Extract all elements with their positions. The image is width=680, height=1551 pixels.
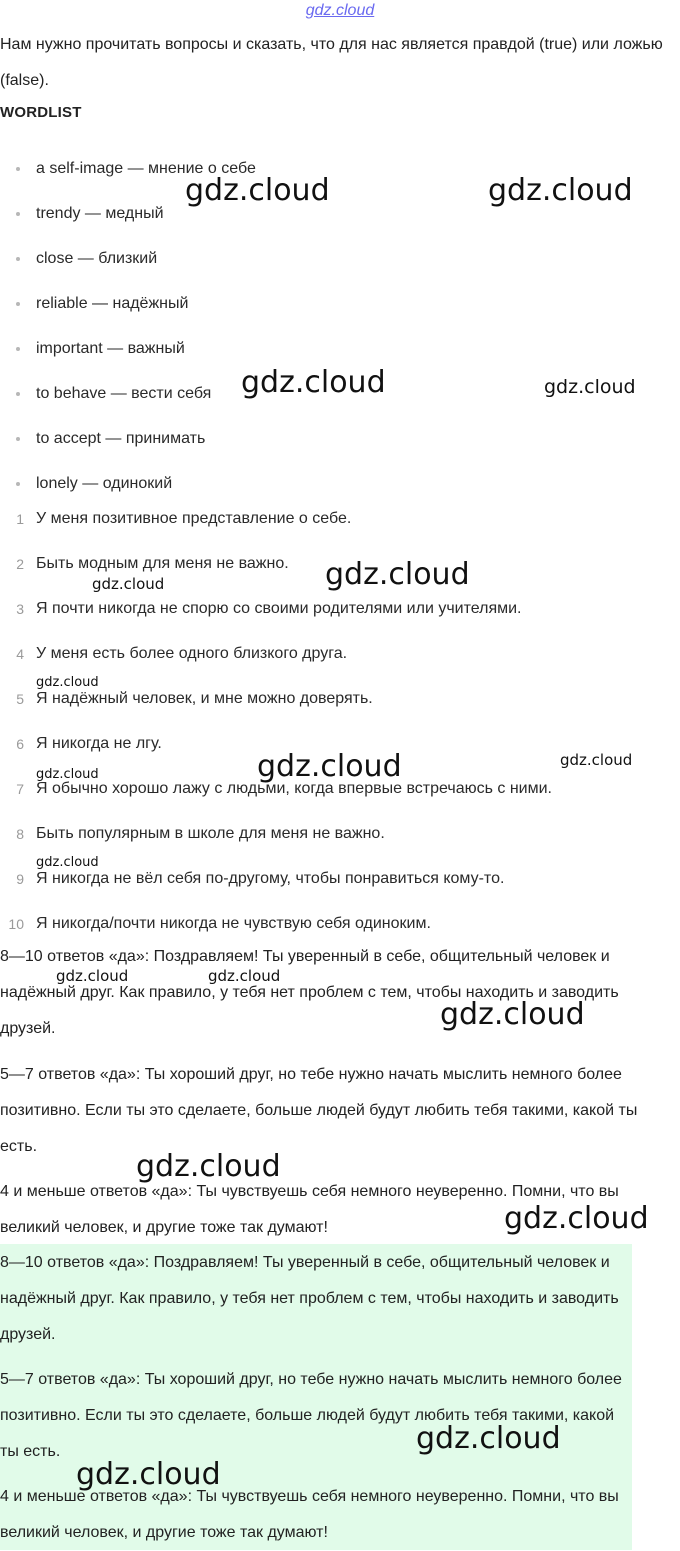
- watermark-logo: gdz.cloud: [36, 767, 99, 782]
- bullet-icon: [16, 392, 20, 396]
- question-number: 10: [8, 916, 24, 932]
- question-number: 2: [16, 556, 24, 572]
- bullet-icon: [16, 482, 20, 486]
- intro-paragraph: Нам нужно прочитать вопросы и сказать, что для нас является правдой (true) или ложью (false).: [0, 36, 663, 89]
- watermark-logo: gdz.cloud: [560, 751, 633, 769]
- question-number: 7: [16, 781, 24, 797]
- site-header-link[interactable]: gdz.cloud: [305, 2, 375, 19]
- watermark-logo: gdz.cloud: [257, 749, 402, 784]
- result-paragraph: 5—7 ответов «да»: Ты хороший друг, но тебе нужно начать мыслить немного более позитивно. Если ты это сделаете, больше людей будут любить тебя такими, какой ты есть.: [0, 1066, 638, 1155]
- question-number: 5: [16, 691, 24, 707]
- watermark-logo: gdz.cloud: [504, 1201, 649, 1236]
- result-paragraph: 8—10 ответов «да»: Поздравляем! Ты уверенный в себе, общительный человек и надёжный друг. Как правило, у тебя нет проблем с тем, чтобы находить и заводить друзей.: [0, 948, 619, 1037]
- bullet-icon: [16, 257, 20, 261]
- result-paragraph: 4 и меньше ответов «да»: Ты чувствуешь себя немного неуверенно. Помни, что вы великий человек, и другие тоже так думают!: [0, 1183, 619, 1236]
- bullet-icon: [16, 347, 20, 351]
- wordlist-heading: WORDLIST: [0, 104, 82, 121]
- question-number: 3: [16, 601, 24, 617]
- watermark-logo: gdz.cloud: [544, 376, 636, 398]
- answer-box: [0, 1244, 632, 1550]
- watermark-logo: gdz.cloud: [241, 365, 386, 400]
- watermark-logo: gdz.cloud: [136, 1149, 281, 1184]
- watermark-logo: gdz.cloud: [76, 1457, 221, 1492]
- watermark-logo: gdz.cloud: [185, 173, 330, 208]
- watermark-logo: gdz.cloud: [416, 1421, 561, 1456]
- question-number: 8: [16, 826, 24, 842]
- bullet-icon: [16, 212, 20, 216]
- watermark-logo: gdz.cloud: [208, 967, 281, 985]
- watermark-logo: gdz.cloud: [92, 575, 165, 593]
- watermark-logo: gdz.cloud: [56, 967, 129, 985]
- question-number: 1: [16, 511, 24, 527]
- question-number: 4: [16, 646, 24, 662]
- watermark-logo: gdz.cloud: [325, 557, 470, 592]
- watermark-logo: gdz.cloud: [440, 997, 585, 1032]
- answer-paragraph: 8—10 ответов «да»: Поздравляем! Ты уверенный в себе, общительный человек и надёжный друг. Как правило, у тебя нет проблем с тем, чтобы находить и заводить друзей.: [0, 1254, 619, 1343]
- answer-paragraph: 5—7 ответов «да»: Ты хороший друг, но тебе нужно начать мыслить немного более позитивно. Если ты это сделаете, больше людей будут любить тебя такими, какой ты есть.: [0, 1371, 622, 1460]
- question-number: 6: [16, 736, 24, 752]
- bullet-icon: [16, 302, 20, 306]
- watermark-logo: gdz.cloud: [488, 173, 633, 208]
- bullet-icon: [16, 167, 20, 171]
- watermark-logo: gdz.cloud: [36, 675, 99, 690]
- answer-paragraph: 4 и меньше ответов «да»: Ты чувствуешь себя немного неуверенно. Помни, что вы великий человек, и другие тоже так думают!: [0, 1488, 619, 1541]
- watermark-logo: gdz.cloud: [36, 855, 99, 870]
- bullet-icon: [16, 437, 20, 441]
- question-number: 9: [16, 871, 24, 887]
